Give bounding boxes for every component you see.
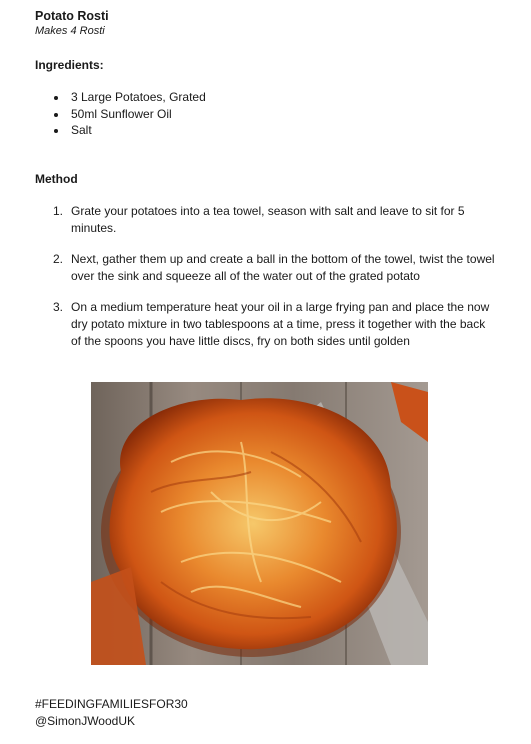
step-number: 1. bbox=[53, 204, 64, 218]
step-number: 2. bbox=[53, 252, 64, 266]
recipe-yield: Makes 4 Rosti bbox=[35, 25, 105, 37]
rosti-photo-illustration bbox=[91, 382, 428, 665]
step-number: 3. bbox=[53, 300, 64, 314]
step-text: Next, gather them up and create a ball in the bottom of the towel, twist the towel over the sink and squeeze all of the water out of the grated potato bbox=[71, 252, 495, 283]
method-steps bbox=[35, 203, 495, 364]
method-heading: Method bbox=[35, 172, 78, 186]
method-step bbox=[35, 251, 495, 285]
recipe-title: Potato Rosti bbox=[35, 9, 109, 23]
ingredient-item: 3 Large Potatoes, Grated bbox=[35, 89, 206, 106]
ingredients-heading: Ingredients: bbox=[35, 58, 104, 72]
rosti-photo bbox=[91, 382, 428, 665]
footer-hashtag: #FEEDINGFAMILIESFOR30 bbox=[35, 697, 188, 711]
method-step bbox=[35, 203, 495, 237]
step-text: Grate your potatoes into a tea towel, season with salt and leave to sit for 5 minutes. bbox=[71, 204, 465, 235]
ingredient-item: 50ml Sunflower Oil bbox=[35, 106, 206, 123]
footer-handle: @SimonJWoodUK bbox=[35, 714, 135, 728]
method-step bbox=[35, 299, 495, 350]
step-text: On a medium temperature heat your oil in a large frying pan and place the now dry potato mixture in two tablespoons at a time, press it together with the back of the spoons you have little discs, fry on both sides until golden bbox=[71, 300, 490, 348]
ingredient-item: Salt bbox=[35, 122, 206, 139]
ingredients-list bbox=[35, 89, 206, 139]
